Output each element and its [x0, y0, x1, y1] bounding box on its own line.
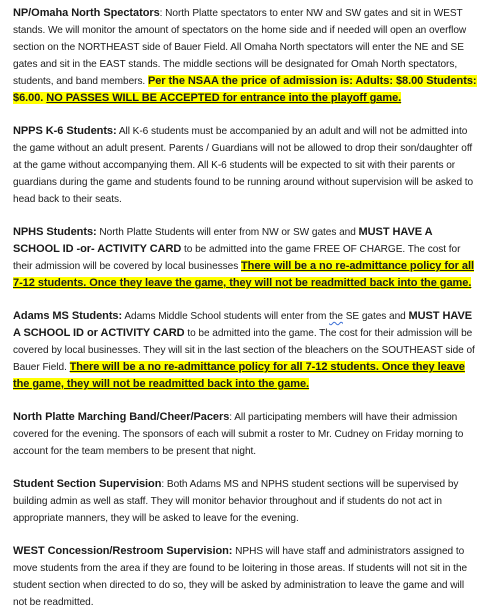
section-student-supervision	[13, 476, 478, 527]
admission-price-highlight: Per the NSAA the price of admission is: Adults: $8.00 Students: $6.00.	[13, 75, 477, 104]
section-k6-students	[13, 123, 478, 208]
no-passes-highlight: NO PASSES WILL BE ACCEPTED for entrance into the playoff game.	[46, 92, 402, 104]
section-body: to be admitted into the game FREE OF CHARGE. The cost for their admission will be covered by local businesses	[13, 244, 461, 272]
readmittance-policy-highlight: There will be a no re-admittance policy for all 7-12 students. Once they leave the game, they will not be readmitted back into the game.	[13, 361, 465, 390]
section-body: : North Platte spectators to enter NW and SW gates and sit in WEST stands. We will monitor the amount of spectators on the home side and if needed will open an overflow section on the NORTHEAST side of Bauer Field. All Omaha North spectators will enter the NE and SE gates and sit in the EAST stands. The middle sections will be designated for Omah North spectators, students, and band members.	[13, 8, 467, 87]
section-heading: Student Section Supervision	[13, 478, 162, 490]
section-heading: NPHS Students:	[13, 226, 97, 238]
section-nphs-students	[13, 224, 478, 292]
section-body: North Platte Students will enter from NW or SW gates and	[96, 227, 359, 238]
section-body: NPHS will have staff and administrators assigned to move students from the area if they are found to be loitering in those areas. If students will not sit in the student section when directed to do so, they will be asked by administration to leave the game and will not be readmitted.	[13, 546, 468, 608]
section-adams-ms-students	[13, 308, 478, 393]
section-body: All K-6 students must be accompanied by an adult and will not be admitted into the game without an adult present. Parents / Guardians will not be allowed to drop their son/daughter off at the game without accompanying them. All K-6 students will be expected to sit with their parents or guardians during the game and students found to be running around without supervision will be asked to head back to their seats.	[13, 126, 474, 205]
section-marching-band	[13, 409, 478, 460]
section-body: : Both Adams MS and NPHS student sections will be supervised by building admin as well as staff. They will monitor behavior throughout and if students do not act in appropriate manners, they will be asked to leave for the evening.	[13, 479, 459, 524]
section-heading: North Platte Marching Band/Cheer/Pacers	[13, 411, 230, 423]
readmittance-policy-highlight: There will be a no re-admittance policy for all 7-12 students. Once they leave the game, they will not be readmitted back into the game.	[13, 260, 474, 289]
section-body: to be admitted into the game. The cost for their admission will be covered by local businesses. They will sit in the last section of the bleachers on the SOUTHEAST side of Bauer Field.	[13, 328, 475, 373]
section-west-concession	[13, 543, 478, 611]
id-requirement: MUST HAVE A SCHOOL ID -or- ACTIVITY CARD	[13, 226, 433, 255]
section-body: : All participating members will have their admission covered for the evening. The sponsors of each will submit a roster to Mr. Cudney on Friday morning to account for the team members to be present that night.	[13, 412, 464, 457]
section-heading: Adams MS Students:	[13, 310, 123, 322]
section-heading: NPPS K-6 Students:	[13, 125, 117, 137]
spellcheck-word: the	[329, 311, 343, 322]
id-requirement: MUST HAVE A SCHOOL ID or ACTIVITY CARD	[13, 310, 473, 339]
section-heading: WEST Concession/Restroom Supervision:	[13, 545, 233, 557]
section-np-omaha-spectators	[13, 5, 478, 107]
section-body: SE gates and	[342, 311, 409, 322]
section-body: Adams Middle School students will enter from	[122, 311, 330, 322]
section-heading: NP/Omaha North Spectators	[13, 7, 160, 19]
